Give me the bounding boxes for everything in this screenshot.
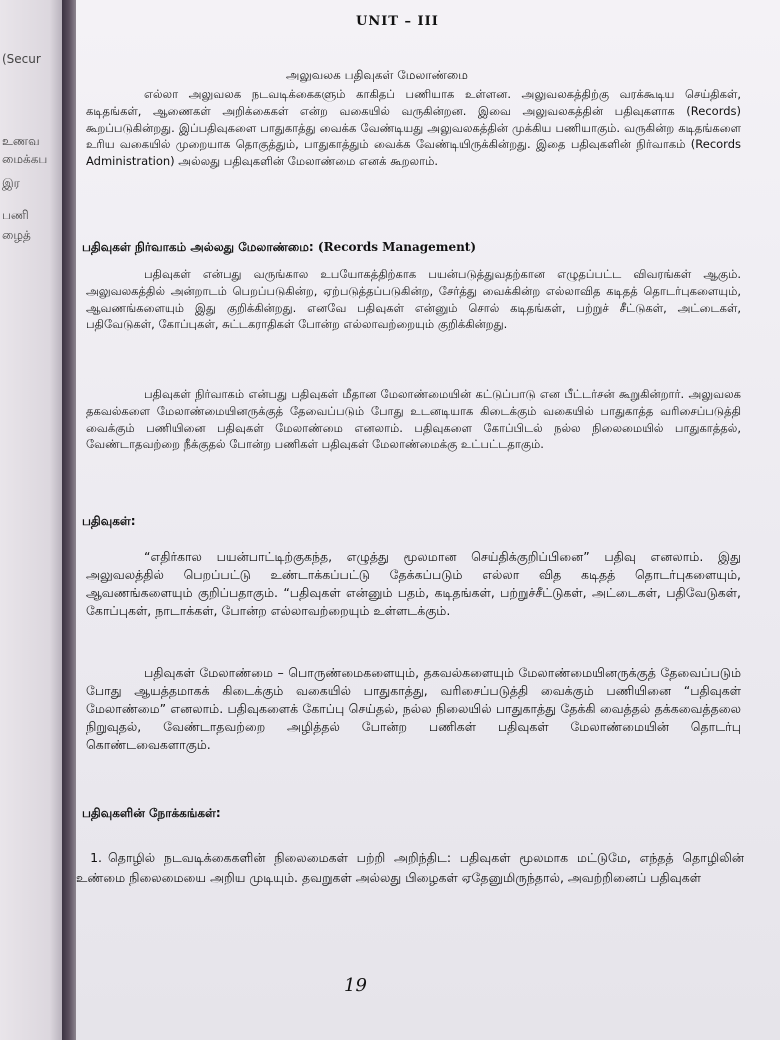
paragraph-text: பதிவுகள் நிர்வாகம் என்பது பதிவுகள் மீதான மேலாண்மையின் கட்டுப்பாடு என பீட்டர்சன் கூறுகின்றார். அலுவலக தகவல்களை மேலாண்மையினருக்குத் தேவைப்படும் போது உடனடியாக கிடைக்கும் வகையில் பாதுகாத்த வரிசைப்படுத்தி வைக்கும் பணியினை பதிவுகள் மேலாண்மை எனலாம். பதிவுகளை கோப்பிடல் நல்ல நிலைமையில் பாதுகாத்தல், வேண்டாதவற்றை நீக்குதல் போன்ற பணிகள் பதிவுகள் மேலாண்மைக்கு உட்பட்டதாகும். [86, 387, 741, 452]
records-definition-paragraph [86, 266, 741, 333]
previous-page-fragment: உணவ [2, 134, 40, 148]
records-administration-paragraph [86, 386, 741, 453]
page-title: அலுவலக பதிவுகள் மேலாண்மை [286, 68, 468, 82]
list-item-text: தொழில் நடவடிக்கைகளின் நிலைமைகள் பற்றி அறிந்திட: பதிவுகள் மூலமாக மட்டுமே, எந்தத் தொழிலின் உண்மை நிலைமையை அறிய முடியும். தவறுகள் அல்லது பிழைகள் ஏதேனுமிருந்தால், அவற்றினைப் பதிவுகள் [76, 850, 744, 885]
section-heading-ta: பதிவுகள் நிர்வாகம் அல்லது மேலாண்மை: [82, 240, 314, 254]
records-quote-paragraph [86, 548, 741, 620]
previous-page-fragment: இர [2, 176, 20, 190]
list-item [76, 848, 744, 888]
section-heading-records: பதிவுகள்: [82, 514, 136, 528]
list-item-number: 1. [90, 850, 102, 865]
page-number: 19 [344, 975, 367, 996]
paragraph-text: பதிவுகள் மேலாண்மை – பொருண்மைகளையும், தகவல்களையும் மேலாண்மையினருக்குத் தேவைப்படும் போது ஆயத்தமாகக் கிடைக்கும் வகையில் பாதுகாத்து, வரிசைப்படுத்தி வைக்கும் பணியினை “பதிவுகள் மேலாண்மை” எனலாம். பதிவுகளைக் கோப்பு செய்தல், நல்ல நிலையில் பாதுகாத்து தேக்கி வைத்தல் தக்கவைத்தலை நிறுவுதல், வேண்டாதவற்றை அழித்தல் போன்ற பணிகள் பதிவுகள் மேலாண்மையின் தொடர்பு கொண்டவைகளாகும். [86, 665, 741, 752]
section-heading-records-management [82, 240, 476, 256]
section-heading-objectives: பதிவுகளின் நோக்கங்கள்: [82, 806, 221, 820]
paragraph-text: பதிவுகள் என்பது வருங்கால உபயோகத்திற்காக பயன்படுத்துவதற்கான எழுதப்பட்ட விவரங்கள் ஆகும். அலுவலகத்தில் அன்றாடம் பெறப்படுகின்ற, ஏற்படுத்தப்படுகின்ற, சேர்த்து வைக்கின்ற எல்லாவித கடிதத் தொடர்புகளையும், ஆவணங்களையும் இது குறிக்கின்றது. எனவே பதிவுகள் என்னும் சொல் கடிதங்கள், பற்றுச் சீட்டுகள், அட்டைகள், பதிவேடுகள், கோப்புகள், சுட்டகராதிகள் போன்ற எல்லாவற்றையும் குறிக்கின்றது. [86, 267, 741, 332]
previous-page-fragment: (Secur [2, 52, 41, 66]
previous-page-fragment: ழைத் [2, 228, 31, 242]
previous-page-fragment: மைக்கப [2, 152, 48, 166]
previous-page-fragment: பணி [2, 208, 29, 222]
section-heading-en: (Records Management) [317, 240, 477, 254]
paragraph-text: “எதிர்கால பயன்பாட்டிற்குகந்த, எழுத்து மூலமான செய்திக்குறிப்பினை” பதிவு எனலாம். இது அலுவலத்தில் பெறப்பட்டு உண்டாக்கப்பட்டு தேக்கப்படும் எல்லா வித கடிதத் தொடர்புகளையும், ஆவணங்களையும் குறிப்பதாகும். “பதிவுகள் என்னும் பதம், கடிதங்கள், பற்றுச்சீட்டுகள், அட்டைகள், பதிவேடுகள், கோப்புகள், நாடாக்கள், போன்ற எல்லாவற்றையும் உள்ளடக்கும். [86, 549, 741, 618]
intro-paragraph-text: எல்லா அலுவலக நடவடிக்கைகளும் காகிதப் பணியாக உள்ளன. அலுவலகத்திற்கு வரக்கூடிய செய்திகள், கடிதங்கள், ஆணைகள் அறிக்கைகள் என்ற வகையில் வருகின்றன. இவை அலுவலகத்தின் பதிவுகளாக (Records) கூறப்படுகின்றது. இப்பதிவுகளை பாதுகாத்து வைக்க வேண்டியது அலுவலகத்தின் முக்கிய பணியாகும். வருகின்ற கடிதங்களை உரிய வகையில் முறையாக தொகுத்தும், பாதுகாத்தும் வைக்க வேண்டியிருக்கின்றது. இதை பதிவுகளின் நிர்வாகம் (Records Administration) அல்லது பதிவுகளின் மேலாண்மை எனக் கூறலாம். [86, 87, 741, 169]
document-page [76, 0, 780, 1040]
book-spine [62, 0, 76, 1040]
unit-heading: UNIT – III [356, 14, 439, 29]
previous-page-strip [0, 0, 62, 1040]
records-management-paragraph [86, 664, 741, 754]
intro-paragraph [86, 86, 741, 170]
